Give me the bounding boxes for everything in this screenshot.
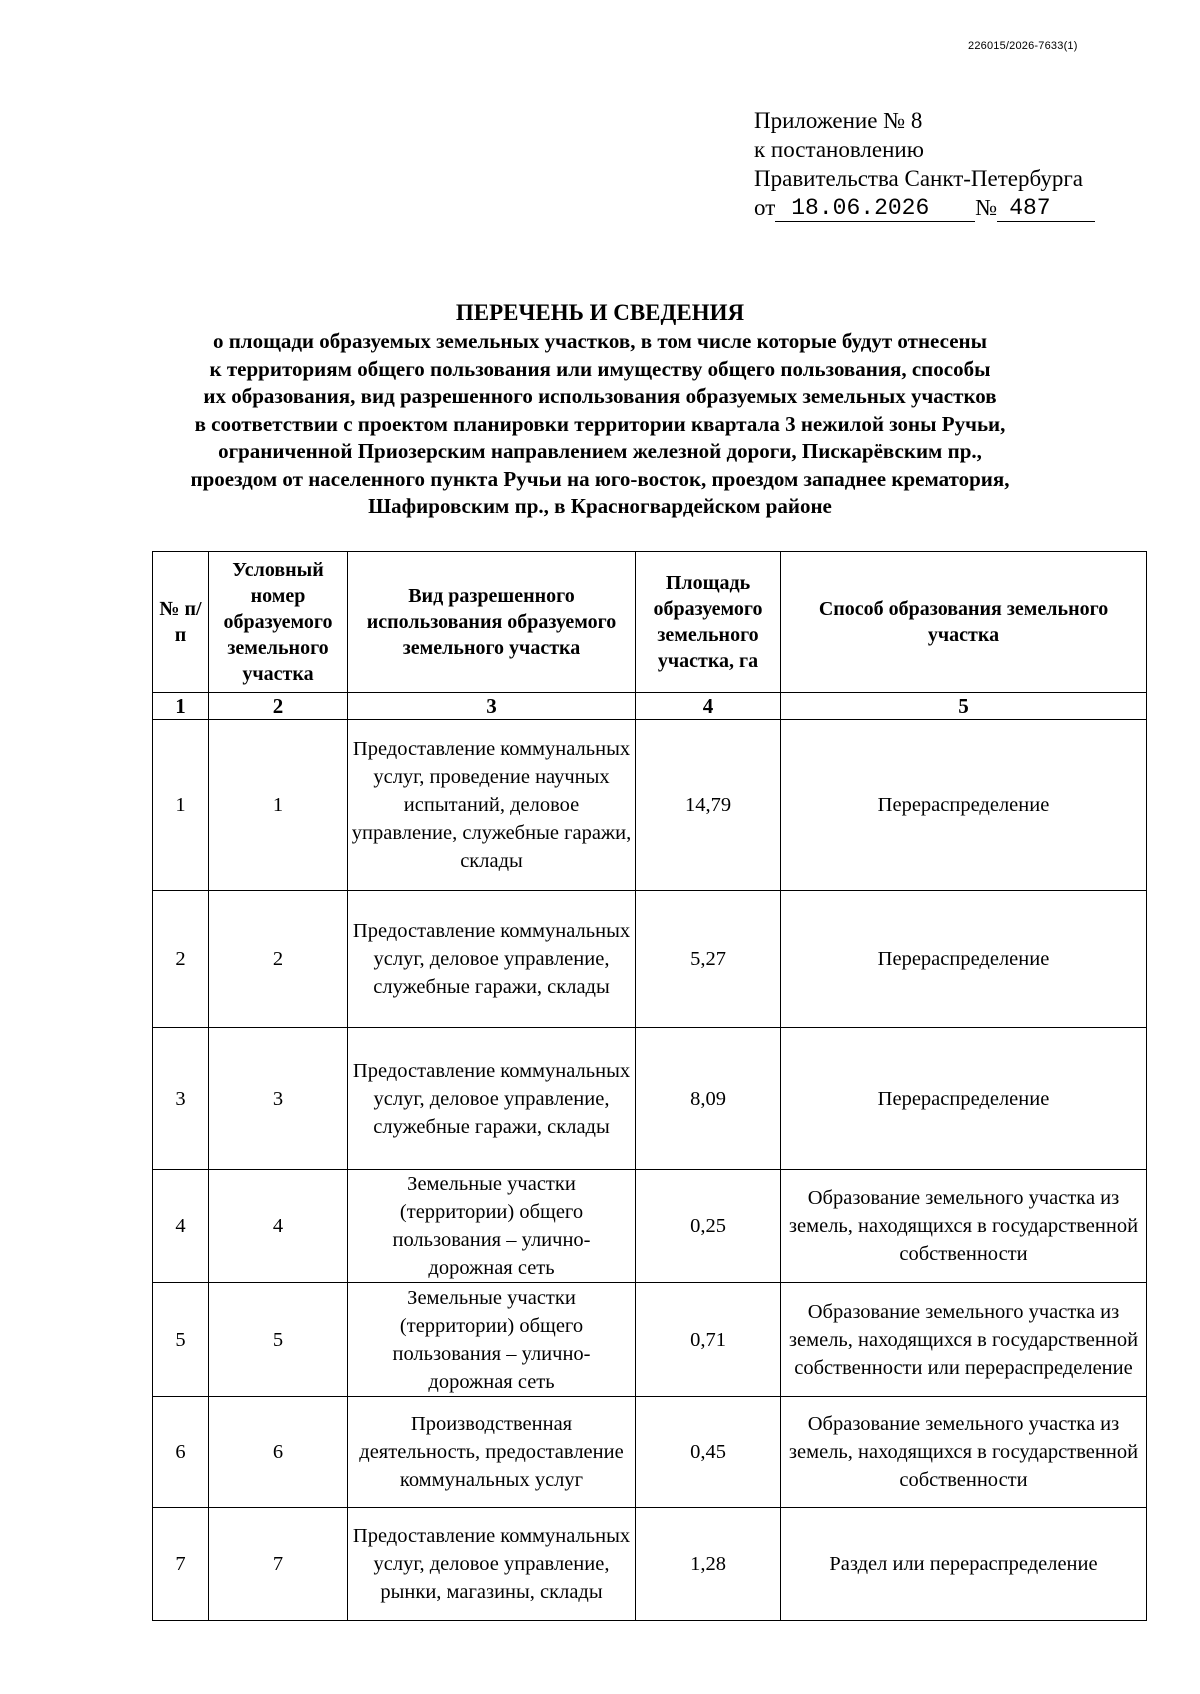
cell-plot-number: 4 [209,1170,348,1283]
header-row-number: № п/п [153,552,209,693]
cell-row-number: 5 [153,1283,209,1397]
cell-plot-number: 5 [209,1283,348,1397]
cell-row-number: 7 [153,1508,209,1621]
table-row [153,1170,1147,1283]
cell-permitted-use: Предоставление коммунальных услуг, деловое управление, служебные гаражи, склады [348,891,636,1028]
cell-area: 8,09 [636,1028,781,1170]
cell-row-number: 3 [153,1028,209,1170]
resolution-number: 487 [997,195,1095,222]
cell-permitted-use: Земельные участки (территории) общего пользования – улично-дорожная сеть [348,1283,636,1397]
land-plots-table [152,551,1147,1621]
cell-row-number: 4 [153,1170,209,1283]
cell-formation-method: Образование земельного участка из земель, находящихся в государственной собственности [781,1397,1147,1508]
table-row [153,1508,1147,1621]
table-column-numbers-row [153,693,1147,720]
from-label: от [754,195,776,220]
cell-area: 1,28 [636,1508,781,1621]
resolution-date: 18.06.2026 [775,195,975,222]
table-header-row [153,552,1147,693]
number-label: № [975,195,998,220]
cell-permitted-use: Предоставление коммунальных услуг, деловое управление, рынки, магазины, склады [348,1508,636,1621]
cell-permitted-use: Земельные участки (территории) общего пользования – улично-дорожная сеть [348,1170,636,1283]
cell-permitted-use: Производственная деятельность, предоставление коммунальных услуг [348,1397,636,1508]
appendix-date-row [754,193,1095,222]
cell-area: 14,79 [636,720,781,891]
table-row [153,1397,1147,1508]
cell-formation-method: Перераспределение [781,891,1147,1028]
document-subtitle: о площади образуемых земельных участков, в том числе которые будут отнесены к территориям общего пользования или имуществу общего пользования, способы их образования, вид разрешенного использования образуемых земельных участков в соответствии с проектом планировки территории квартала 3 нежилой зоны Ручьи, ограниченной Приозерским направлением железной дороги, Пискарёвским пр., проездом от населенного пункта Ручьи на юго-восток, проездом западнее крематория, Шафировским пр., в Красногвардейском районе [190,329,1010,518]
table-row [153,891,1147,1028]
table-row [153,1028,1147,1170]
document-heading [150,298,1050,521]
cell-permitted-use: Предоставление коммунальных услуг, проведение научных испытаний, деловое управление, служебные гаражи, склады [348,720,636,891]
document-number: 226015/2026-7633(1) [968,40,1078,52]
cell-plot-number: 3 [209,1028,348,1170]
column-number: 1 [153,693,209,720]
cell-row-number: 2 [153,891,209,1028]
column-number: 4 [636,693,781,720]
header-permitted-use: Вид разрешенного использования образуемого земельного участка [348,552,636,693]
cell-formation-method: Образование земельного участка из земель, находящихся в государственной собственности [781,1170,1147,1283]
cell-plot-number: 1 [209,720,348,891]
cell-formation-method: Образование земельного участка из земель, находящихся в государственной собственности или перераспределение [781,1283,1147,1397]
column-number: 2 [209,693,348,720]
cell-plot-number: 2 [209,891,348,1028]
appendix-line-1: Приложение № 8 [754,108,923,133]
cell-formation-method: Перераспределение [781,1028,1147,1170]
cell-area: 0,71 [636,1283,781,1397]
document-title: ПЕРЕЧЕНЬ И СВЕДЕНИЯ [455,300,745,325]
header-formation-method: Способ образования земельного участка [781,552,1147,693]
cell-plot-number: 7 [209,1508,348,1621]
column-number: 3 [348,693,636,720]
header-area: Площадь образуемого земельного участка, га [636,552,781,693]
header-plot-number: Условный номер образуемого земельного участка [209,552,348,693]
cell-plot-number: 6 [209,1397,348,1508]
cell-area: 0,25 [636,1170,781,1283]
appendix-line-2: к постановлению [754,137,924,162]
column-number: 5 [781,693,1147,720]
cell-row-number: 6 [153,1397,209,1508]
cell-formation-method: Перераспределение [781,720,1147,891]
appendix-line-3: Правительства Санкт-Петербурга [754,166,1083,191]
cell-area: 5,27 [636,891,781,1028]
table-row [153,720,1147,891]
cell-permitted-use: Предоставление коммунальных услуг, деловое управление, служебные гаражи, склады [348,1028,636,1170]
table-row [153,1283,1147,1397]
cell-area: 0,45 [636,1397,781,1508]
cell-row-number: 1 [153,720,209,891]
appendix-block [754,106,1095,222]
cell-formation-method: Раздел или перераспределение [781,1508,1147,1621]
